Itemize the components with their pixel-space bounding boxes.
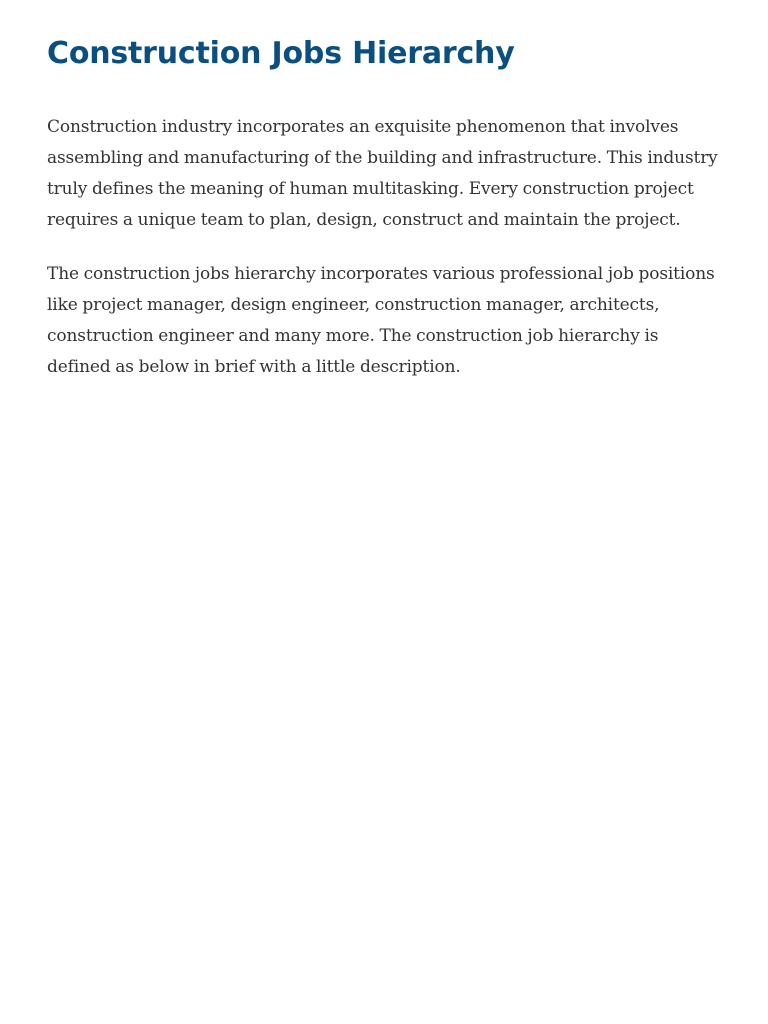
intro-paragraph: Construction industry incorporates an exquisite phenomenon that involves assembling and manufacturing of the building and infrastructure. This industry truly defines the meaning of human multitasking. Every construction project requires a unique team to plan, design, construct and maintain the project.: [47, 117, 718, 230]
page-title: Construction Jobs Hierarchy: [47, 36, 515, 71]
hierarchy-paragraph: The construction jobs hierarchy incorporates various professional job positions like project manager, design engineer, construction manager, architects, construction engineer and many more. The construction job hierarchy is defined as below in brief with a little description.: [47, 264, 715, 377]
article-body: [47, 112, 718, 383]
